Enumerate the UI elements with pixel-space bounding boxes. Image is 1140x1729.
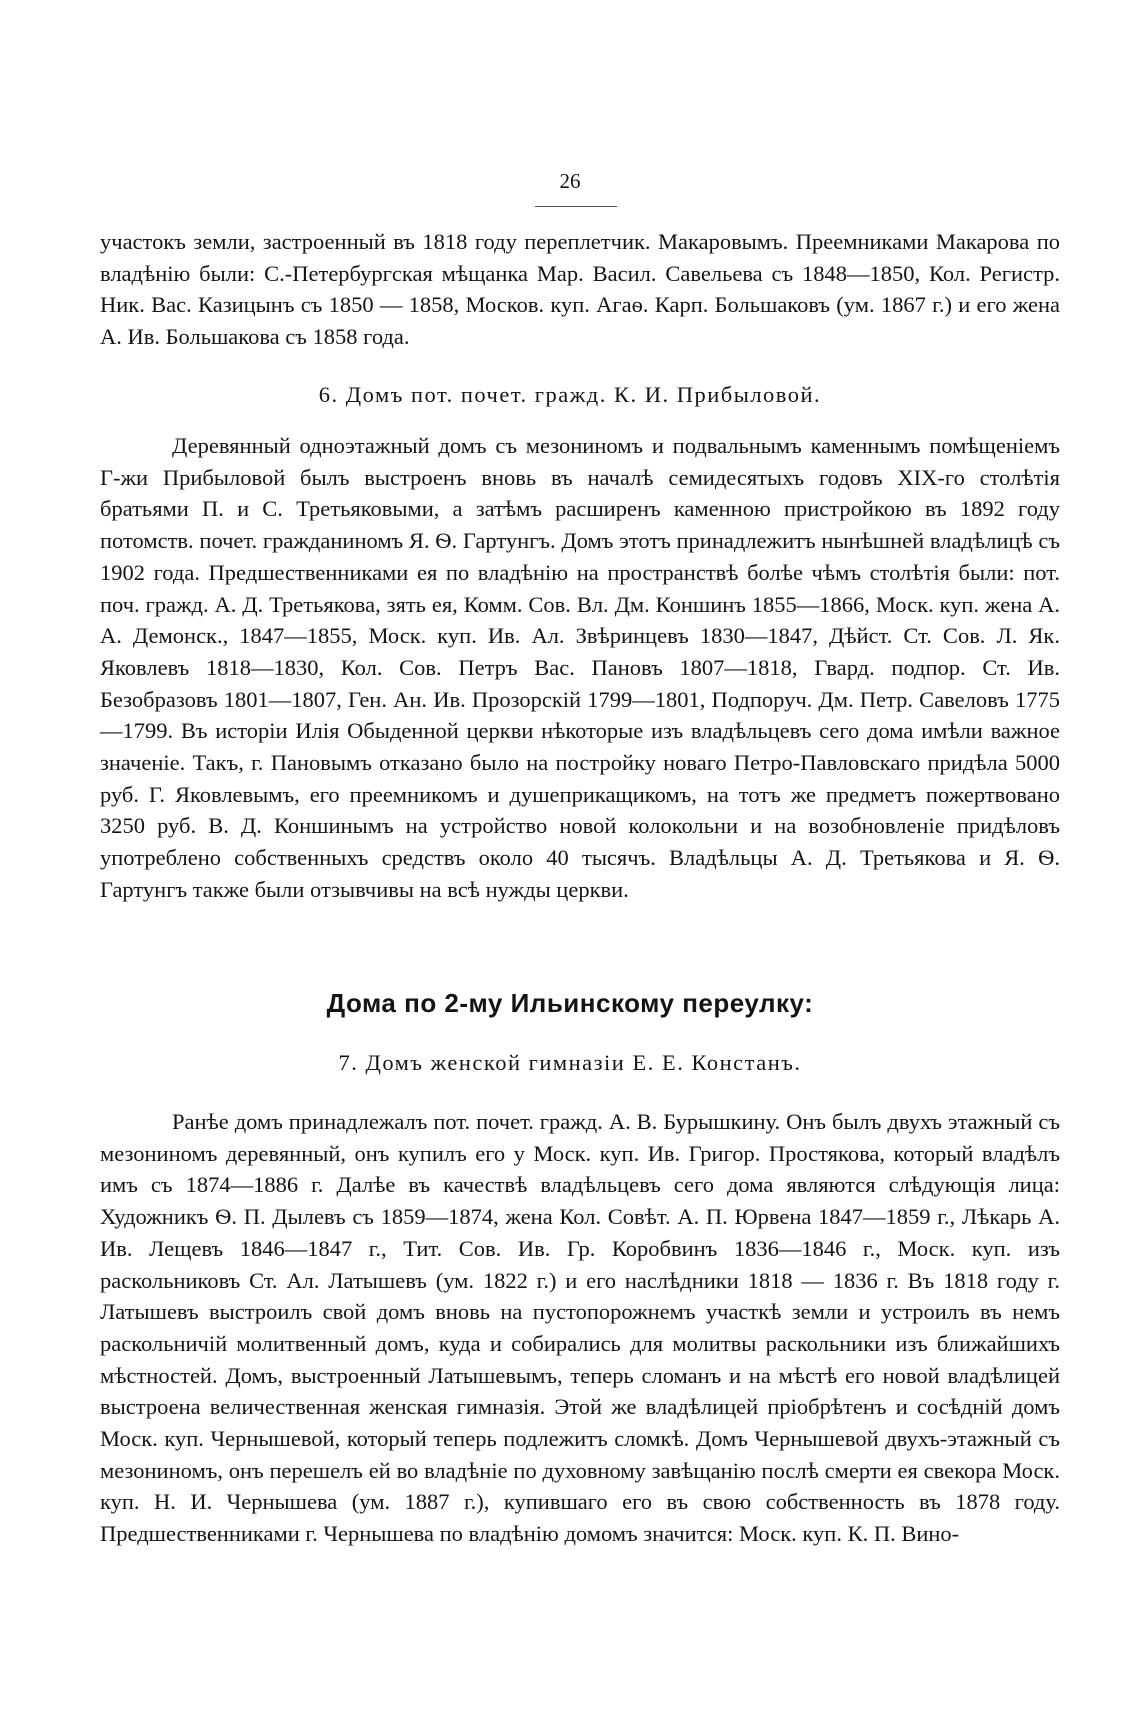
item-6-paragraph: Деревянный одноэтажный домъ съ мезониномъ и подвальнымъ каменнымъ помѣщеніемъ Г-жи Прибыловой былъ выстроенъ вновь въ началѣ семидесятыхъ годовъ XIX-го столѣтія братьями П. и С. Третьяковыми, а затѣмъ расширенъ каменною пристройкою въ 1892 году потомств. почет. гражданиномъ Я. Ѳ. Гартунгъ. Домъ этотъ принадлежитъ нынѣшней владѣлицѣ съ 1902 года. Предшественниками ея по владѣнію на пространствѣ болѣе чѣмъ столѣтія были: пот. поч. гражд. А. Д. Третьякова, зять ея, Комм. Сов. Вл. Дм. Коншинъ 1855—1866, Моск. куп. жена А. А. Демонск., 1847—1855, Моск. куп. Ив. Ал. Звѣринцевъ 1830—1847, Дѣйст. Ст. Сов. Л. Як. Яковлевъ 1818—1830, Кол. Сов. Петръ Вас. Пановъ 1807—1818, Гвард. подпор. Ст. Ив. Безобразовъ 1801—1807, Ген. Ан. Ив. Прозорскій 1799—1801, Подпоруч. Дм. Петр. Савеловъ 1775—1799. Въ исторіи Илія Обыденной церкви нѣкоторые изъ владѣльцевъ сего дома имѣли важное значеніе. Такъ, г. Пановымъ отказано было на постройку новаго Петро-Павловскаго придѣла 5000 руб. Г. Яковлевымъ, его преемникомъ и душеприкащикомъ, на тотъ же предметъ пожертвовано 3250 руб. В. Д. Коншинымъ на устройство новой колокольни и на возобновленіе придѣловъ употреблено собственныхъ средствъ около 40 тысячъ. Владѣльцы А. Д. Третьякова и Я. Ѳ. Гартунгъ также были отзывчивы на всѣ нужды церкви. [100,433,1060,902]
continued-paragraph-block [100,226,1060,353]
item-7-heading: 7. Домъ женской гимназіи Е. Е. Констанъ. [338,1050,802,1075]
page-number-rule [535,206,617,207]
item-6-text-block [100,430,1060,906]
page-number: 26 [559,169,581,193]
continued-paragraph: участокъ земли, застроенный въ 1818 году переплетчик. Макаровымъ. Преемниками Макарова по владѣнію были: С.-Петербургская мѣщанка Мар. Васил. Савельева съ 1848—1850, Кол. Регистр. Ник. Вас. Казицынъ съ 1850 — 1858, Москов. куп. Агаѳ. Карп. Большаковъ (ум. 1867 г.) и его жена А. Ив. Большакова съ 1858 года. [100,229,1060,350]
item-6-heading: 6. Домъ пот. почет. гражд. К. И. Прибыловой. [318,382,822,407]
item-7-text-block [100,1106,1060,1550]
item-7-paragraph: Ранѣе домъ принадлежалъ пот. почет. гражд. А. В. Бурышкину. Онъ былъ двухъ этажный съ мезониномъ деревянный, онъ купилъ его у Моск. куп. Ив. Григор. Простякова, который владѣлъ имъ съ 1874—1886 г. Далѣе въ качествѣ владѣльцевъ сего дома являются слѣдующія лица: Художникъ Ѳ. П. Дылевъ съ 1859—1874, жена Кол. Совѣт. А. П. Юрвена 1847—1859 г., Лѣкарь А. Ив. Лещевъ 1846—1847 г., Тит. Сов. Ив. Гр. Коробвинъ 1836—1846 г., Моск. куп. изъ раскольниковъ Ст. Ал. Латышевъ (ум. 1822 г.) и его наслѣдники 1818 — 1836 г. Въ 1818 году г. Латышевъ выстроилъ свой домъ вновь на пустопорожнемъ участкѣ земли и устроилъ въ немъ раскольничій молитвенный домъ, куда и собирались для молитвы раскольники изъ ближайшихъ мѣстностей. Домъ, выстроенный Латышевымъ, теперь сломанъ и на мѣстѣ его новой владѣлицей выстроена величественная женская гимназія. Этой же владѣлицей пріобрѣтенъ и сосѣдній домъ Моск. куп. Чернышевой, который теперь подлежитъ сломкѣ. Домъ Чернышевой двухъ-этажный съ мезониномъ, онъ перешелъ ей во владѣніе по духовному завѣщанію послѣ смерти ея свекора Моск. куп. Н. И. Чернышева (ум. 1887 г.), купившаго его въ свою собственность въ 1878 году. Предшественниками г. Чернышева по владѣнію домомъ значится: Моск. куп. К. П. Вино- [100,1109,1060,1547]
section-heading: Дома по 2-му Ильинскому переулку: [326,988,814,1018]
